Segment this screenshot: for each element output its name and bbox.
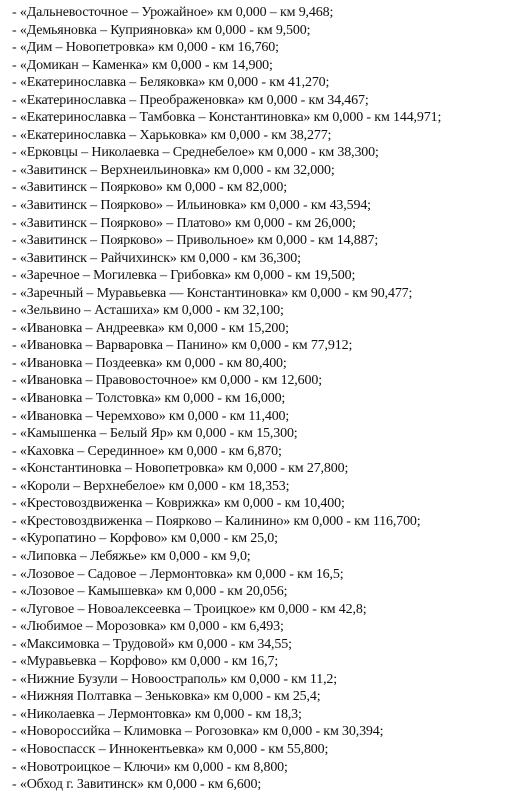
list-item: - «Екатеринославка – Беляковка» км 0,000 - км 41,270; <box>12 75 330 91</box>
list-item: - «Новороссийка – Климовка – Рогозовка» км 0,000 - км 30,394; <box>12 724 384 740</box>
list-item: - «Любимое – Морозовка» км 0,000 - км 6,493; <box>12 619 284 635</box>
list-item: - «Екатеринославка – Преображеновка» км 0,000 - км 34,467; <box>12 92 369 108</box>
list-item: - «Завитинск – Поярково» – Привольное» км 0,000 - км 14,887; <box>12 233 379 249</box>
list-item: - «Ивановка – Черемхово» км 0,000 - км 11,400; <box>12 408 290 424</box>
list-item: - «Максимовка – Трудовой» км 0,000 - км 34,55; <box>12 636 292 652</box>
list-item: - «Зельвино – Асташиха» км 0,000 - км 32,100; <box>12 303 284 319</box>
list-item: - «Муравьевка – Корфово» км 0,000 - км 16,7; <box>12 654 279 670</box>
list-item: - «Заречное – Могилевка – Грибовка» км 0,000 - км 19,500; <box>12 268 356 284</box>
list-item: - «Куропатино – Корфово» км 0,000 - км 25,0; <box>12 531 278 547</box>
list-item: - «Крестовоздвиженка – Поярково – Калинино» км 0,000 - км 116,700; <box>12 513 421 529</box>
list-item: - «Екатеринославка – Тамбовка – Константиновка» км 0,000 - км 144,971; <box>12 110 442 126</box>
list-item: - «Короли – Верхнебелое» км 0,000 - км 18,353; <box>12 478 290 494</box>
list-item: - «Екатеринославка – Харьковка» км 0,000 - км 38,277; <box>12 127 332 143</box>
list-item: - «Завитинск – Райчихинск» км 0,000 - км 36,300; <box>12 250 301 266</box>
list-item: - «Демьяновка – Куприяновка» км 0,000 - км 9,500; <box>12 22 311 38</box>
list-item: - «Ивановка – Варваровка – Панино» км 0,000 - км 77,912; <box>12 338 353 354</box>
list-item: - «Завитинск – Поярково» км 0,000 - км 82,000; <box>12 180 287 196</box>
list-item: - «Дальневосточное – Урожайное» км 0,000 – км 9,468; <box>12 5 334 20</box>
list-item: - «Новотроицкое – Ключи» км 0,000 - км 8,800; <box>12 759 288 775</box>
list-item: - «Константиновка – Новопетровка» км 0,000 - км 27,800; <box>12 461 349 477</box>
list-item: - «Крестовоздвиженка – Коврижка» км 0,000 - км 10,400; <box>12 496 345 512</box>
list-item: - «Дим – Новопетровка» км 0,000 - км 16,760; <box>12 40 279 56</box>
list-item: - «Луговое – Новоалексеевка – Троицкое» км 0,000 - км 42,8; <box>12 601 367 617</box>
list-item: - «Камышенка – Белый Яр» км 0,000 - км 15,300; <box>12 426 298 442</box>
list-item: - «Ивановка – Поздеевка» км 0,000 - км 80,400; <box>12 355 287 371</box>
list-item: - «Николаевка – Лермонтовка» км 0,000 - км 18,3; <box>12 706 302 722</box>
list-item: - «Завитинск – Поярково» – Платово» км 0,000 - км 26,000; <box>12 215 356 231</box>
list-item: - «Каховка – Серединное» км 0,000 - км 6,870; <box>12 443 282 459</box>
list-item: - «Домикан – Каменка» км 0,000 - км 14,900; <box>12 57 273 73</box>
list-item: - «Ивановка – Толстовка» км 0,000 - км 16,000; <box>12 391 286 407</box>
list-item: - «Обход г. Завитинск» км 0,000 - км 6,600; <box>12 777 262 793</box>
list-item: - «Липовка – Лебяжье» км 0,000 - км 9,0; <box>12 548 251 564</box>
list-item: - «Заречный – Муравьевка — Константиновка» км 0,000 - км 90,477; <box>12 285 413 301</box>
list-item: - «Ерковцы – Николаевка – Среднебелое» км 0,000 - км 38,300; <box>12 145 379 161</box>
list-item: - «Лозовое – Камышевка» км 0,000 - км 20,056; <box>12 584 288 600</box>
list-item: - «Новоспасск – Иннокентьевка» км 0,000 - км 55,800; <box>12 741 329 757</box>
road-list <box>12 4 507 794</box>
list-item: - «Лозовое – Садовое – Лермонтовка» км 0,000 - км 16,5; <box>12 566 344 582</box>
list-item: - «Нижняя Полтавка – Зеньковка» км 0,000 - км 25,4; <box>12 689 321 705</box>
list-item: - «Нижние Бузули – Новоостраполь» км 0,000 - км 11,2; <box>12 671 338 687</box>
list-item: - «Завитинск – Поярково» – Ильиновка» км 0,000 - км 43,594; <box>12 198 371 214</box>
list-item: - «Ивановка – Андреевка» км 0,000 - км 15,200; <box>12 320 289 336</box>
list-item: - «Завитинск – Верхнеильиновка» км 0,000 - км 32,000; <box>12 162 335 178</box>
list-item: - «Ивановка – Правовосточное» км 0,000 - км 12,600; <box>12 373 322 389</box>
